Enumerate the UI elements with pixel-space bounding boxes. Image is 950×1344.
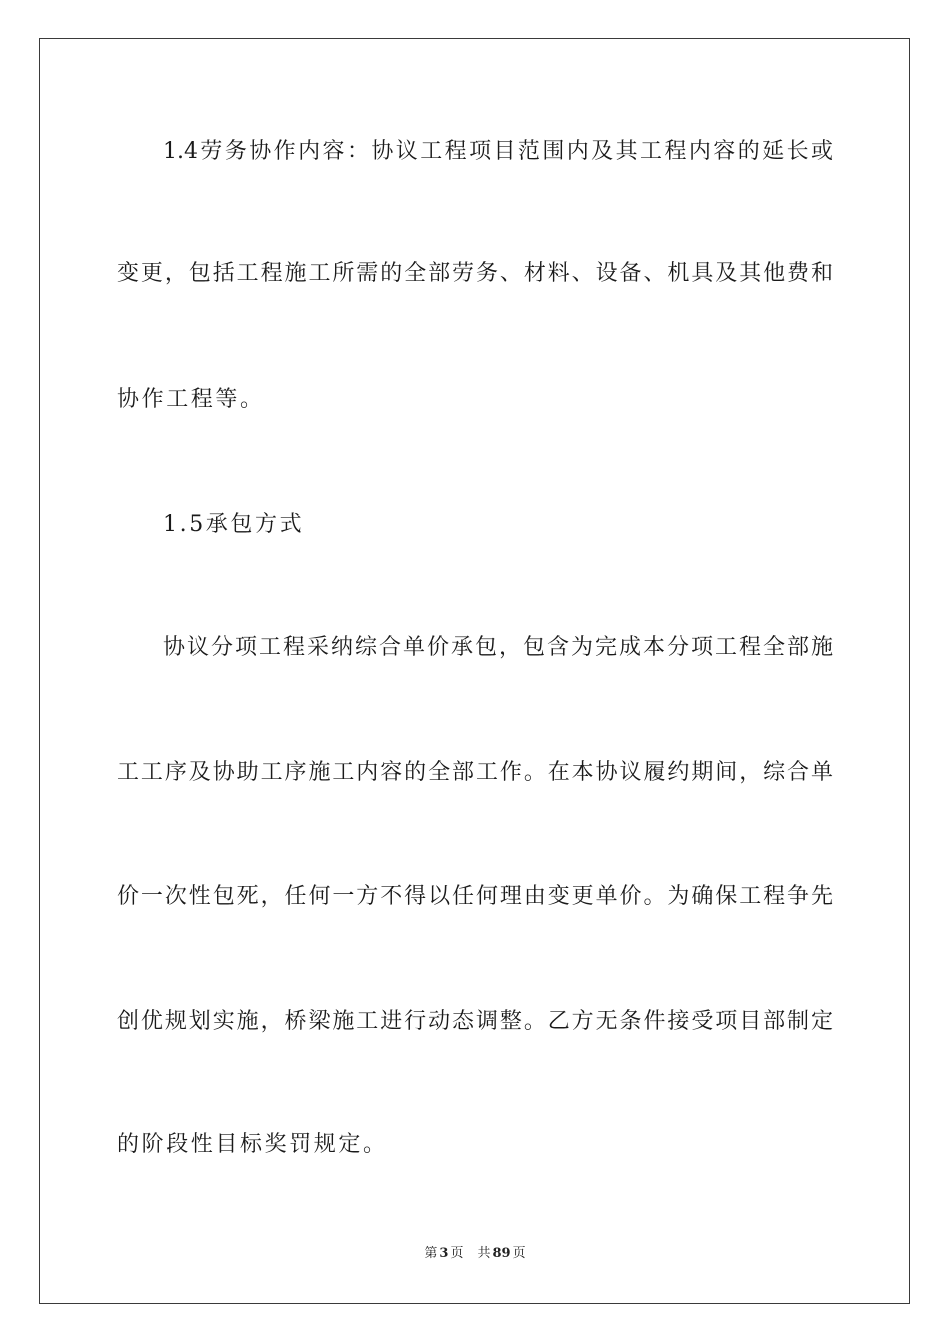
paragraph-3-line-4: 创优规划实施，桥梁施工进行动态调整。乙方无条件接受项目部制定	[117, 1009, 833, 1034]
paragraph-3-line-5: 的阶段性目标奖罚规定。	[117, 1132, 388, 1157]
paragraph-3-line-1: 协议分项工程采纳综合单价承包，包含为完成本分项工程全部施	[163, 635, 833, 660]
page-border	[39, 38, 910, 1304]
paragraph-1-line-3: 协作工程等。	[117, 387, 265, 412]
footer-page-prefix: 第	[424, 1246, 438, 1261]
footer-total-suffix: 页	[512, 1246, 526, 1261]
paragraph-1-line-2: 变更，包括工程施工所需的全部劳务、材料、设备、机具及其他费和	[117, 261, 833, 286]
paragraph-1-line-1: 1.4劳务协作内容：协议工程项目范围内及其工程内容的延长或	[163, 139, 833, 164]
footer-total-prefix: 共	[477, 1246, 491, 1261]
footer-page-suffix: 页	[450, 1246, 464, 1261]
page-footer	[0, 1245, 950, 1263]
footer-total-pages: 89	[492, 1246, 511, 1261]
paragraph-3-line-3: 价一次性包死，任何一方不得以任何理由变更单价。为确保工程争先	[117, 884, 833, 909]
footer-page-number: 3	[439, 1246, 449, 1261]
paragraph-3-line-2: 工工序及协助工序施工内容的全部工作。在本协议履约期间，综合单	[117, 760, 833, 785]
section-heading-1-5: 1.5承包方式	[163, 512, 305, 537]
